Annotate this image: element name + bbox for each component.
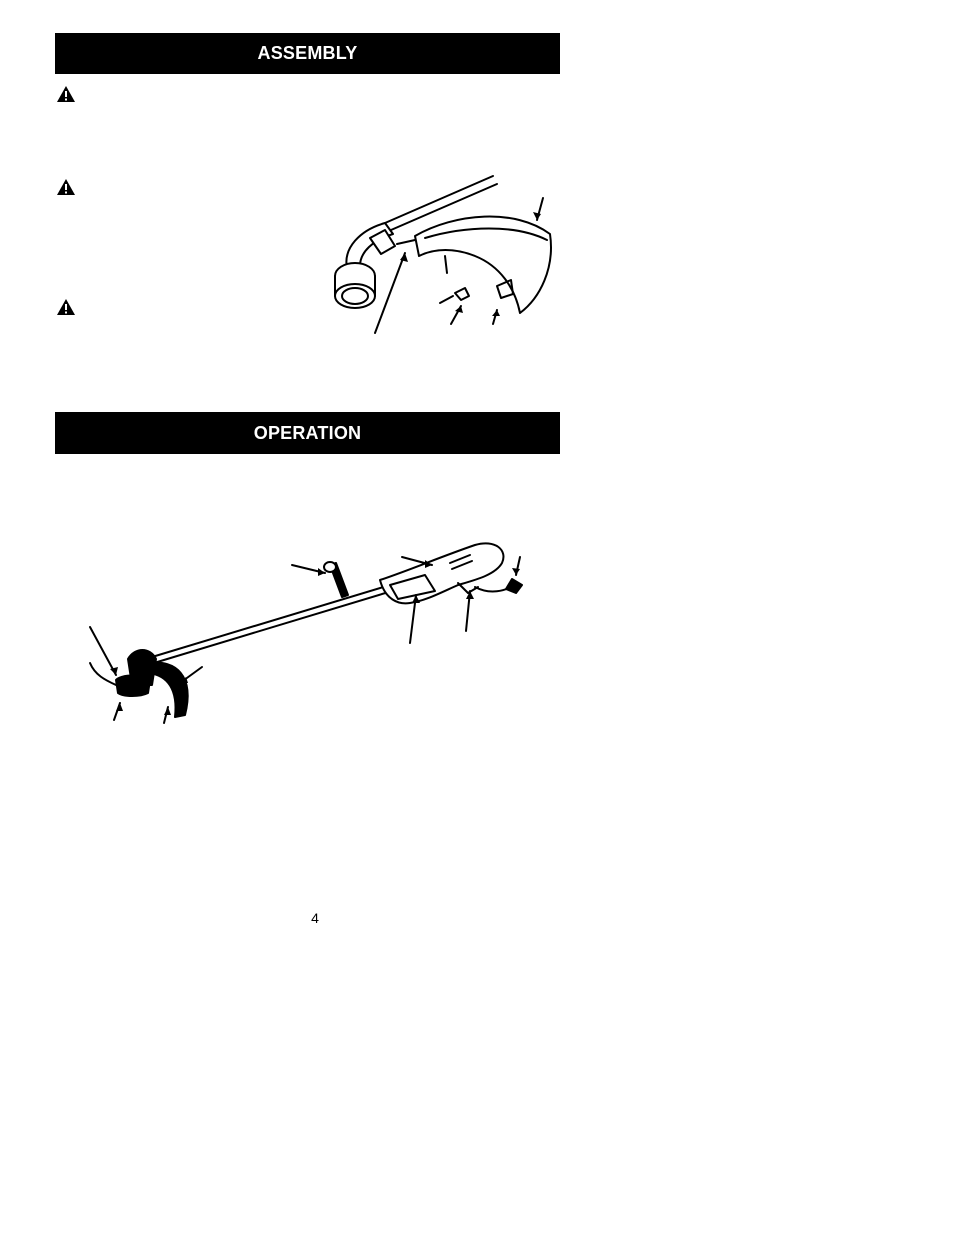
- page-number: 4: [311, 910, 319, 926]
- assembly-title: ASSEMBLY: [257, 43, 358, 63]
- assembly-section-header: [55, 33, 560, 74]
- warning-triangle-icon: [56, 298, 76, 316]
- trimmer-parts-illustration: [80, 535, 530, 730]
- operation-section-header: [55, 412, 560, 454]
- guard-assembly-illustration: [315, 168, 565, 340]
- warning-triangle-icon: [56, 178, 76, 196]
- warning-triangle-icon: [56, 85, 76, 103]
- operation-title: OPERATION: [253, 422, 362, 443]
